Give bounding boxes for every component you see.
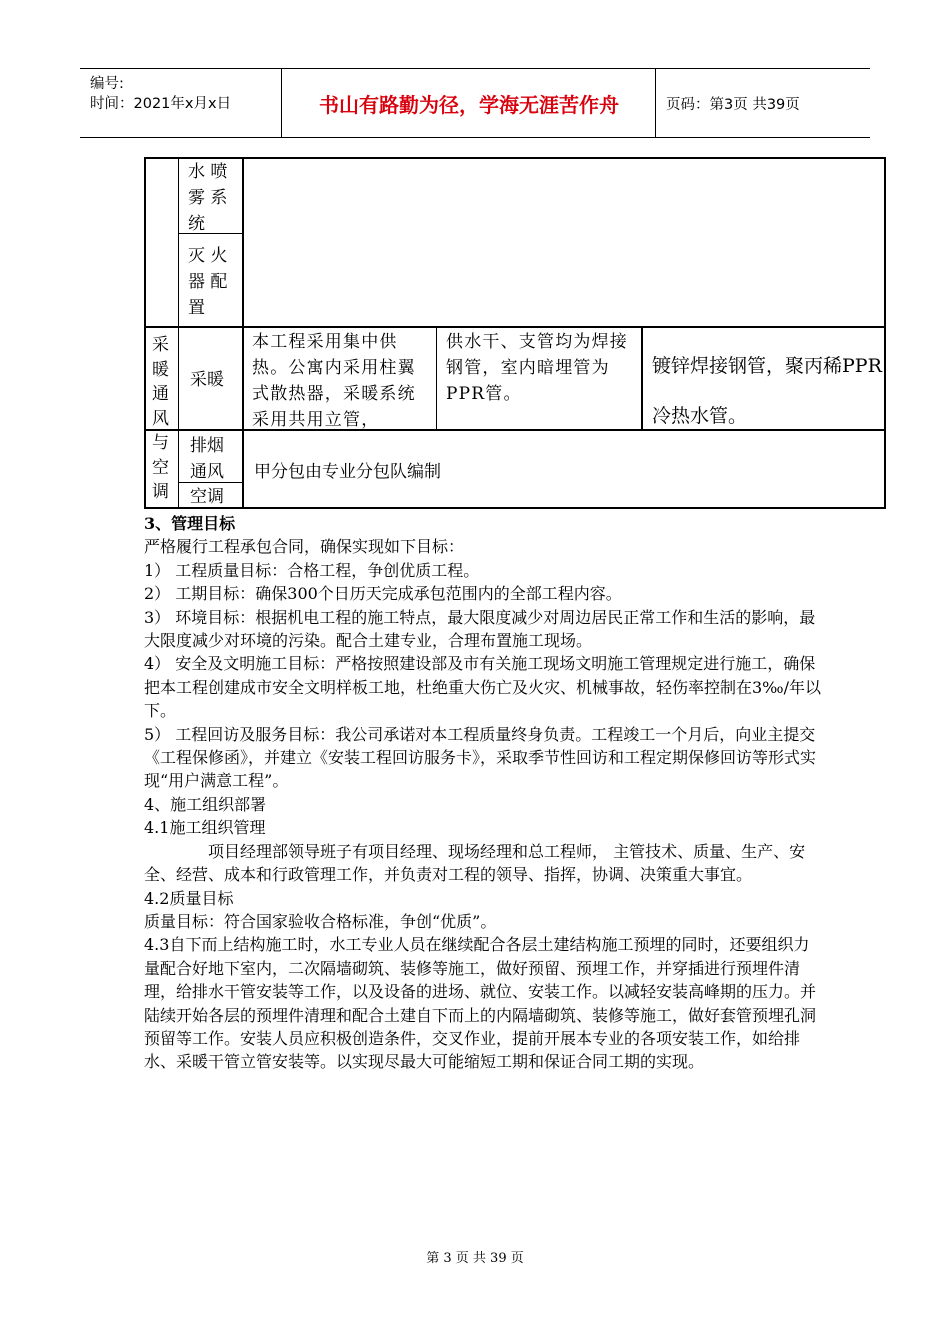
time-label: 时间：2021年x月x日 [90, 96, 232, 112]
goal-item-4: 4） 安全及文明施工目标：严格按照建设部及市有关施工现场文明施工管理规定进行施工，确保把本工程创建成市安全文明样板工地，杜绝重大伤亡及火灾、机械事故，轻伤率控制在3‰/年以下。 [144, 654, 822, 721]
cell-water-spray: 水 喷 雾 系 统 [188, 162, 228, 234]
cell-pipe-desc: 供水干、支管均为焊接钢管，室内暗埋管为PPR管。 [446, 332, 628, 404]
subsection-heading-4-1: 4.1施工组织管理 [144, 818, 266, 838]
section-heading-3: 3、管理目标 [144, 514, 236, 533]
header-page-label: 页码：第3页 共39页 [666, 97, 800, 113]
goal-item-5: 5） 工程回访及服务目标：我公司承诺对本工程质量终身负责。工程竣工一个月后，向业主提交《工程保修函》，并建立《安装工程回访服务卡》，采取季节性回访和工程定期保修回访等形式实现“用户满意工程”。 [144, 724, 817, 791]
section-heading-4: 4、施工组织部署 [144, 794, 267, 814]
cell-extinguisher: 灭 火 器 配 置 [188, 246, 228, 318]
paragraph: 严格履行工程承包合同，确保实现如下目标： [144, 537, 465, 557]
subsection-heading-4-2: 4.2质量目标 [144, 888, 234, 908]
cell-hvac-category: 采暖通风与空调 [152, 335, 169, 502]
cell-smoke-exhaust: 排烟通风 [190, 436, 224, 482]
cell-material-desc: 镀锌焊接钢管，聚丙稀PPR冷热水管。 [652, 355, 882, 427]
systems-table [144, 157, 886, 509]
goal-item-2: 2） 工期目标：确保300个日历天完成承包范围内的全部工程内容。 [144, 584, 622, 604]
cell-air-conditioning: 空调 [190, 487, 224, 507]
paragraph: 质量目标：符合国家验收合格标准，争创“优质”。 [144, 911, 497, 931]
page-footer: 第 3 页 共 39 页 [426, 1251, 524, 1266]
goal-item-3: 3） 环境目标：根据机电工程的施工特点，最大限度减少对周边居民正常工作和生活的影响，最大限度减少对环境的污染。配合土建专业，合理布置施工现场。 [144, 607, 816, 651]
goal-item-1: 1） 工程质量目标：合格工程，争创优质工程。 [144, 560, 480, 580]
page-header [80, 68, 870, 138]
document-body [144, 512, 824, 1074]
header-motto: 书山有路勤为径，学海无涯苦作舟 [283, 69, 656, 137]
cell-subcontract-note: 甲分包由专业分包队编制 [254, 462, 441, 482]
paragraph: 4.3自下而上结构施工时，水工专业人员在继续配合各层土建结构施工预埋的同时，还要组织力量配合好地下室内，二次隔墙砌筑、装修等施工，做好预留、预埋工作，并穿插进行预埋件清理，给排水干管安装等工作，以及设备的进场、就位、安装工作。以减轻安装高峰期的压力。并陆续开始各层的预埋件清理和配合土建自下而上的内隔墙砌筑、装修等施工，做好套管预埋孔洞预留等工作。安装人员应积极创造条件，交叉作业，提前开展本专业的各项安装工作，如给排水、采暖干管立管安装等。以实现尽最大可能缩短工期和保证合同工期的实现。 [144, 935, 817, 1072]
number-label: 编号: [90, 76, 124, 92]
paragraph: 项目经理部领导班子有项目经理、现场经理和总工程师， 主管技术、质量、生产、安全、经营、成本和行政管理工作，并负责对工程的领导、指挥，协调、决策重大事宜。 [144, 841, 806, 885]
cell-heating-desc: 本工程采用集中供热。公寓内采用柱翼式散热器，采暖系统采用共用立管， [252, 332, 416, 430]
cell-heating: 采暖 [190, 370, 224, 390]
header-meta [80, 69, 282, 137]
